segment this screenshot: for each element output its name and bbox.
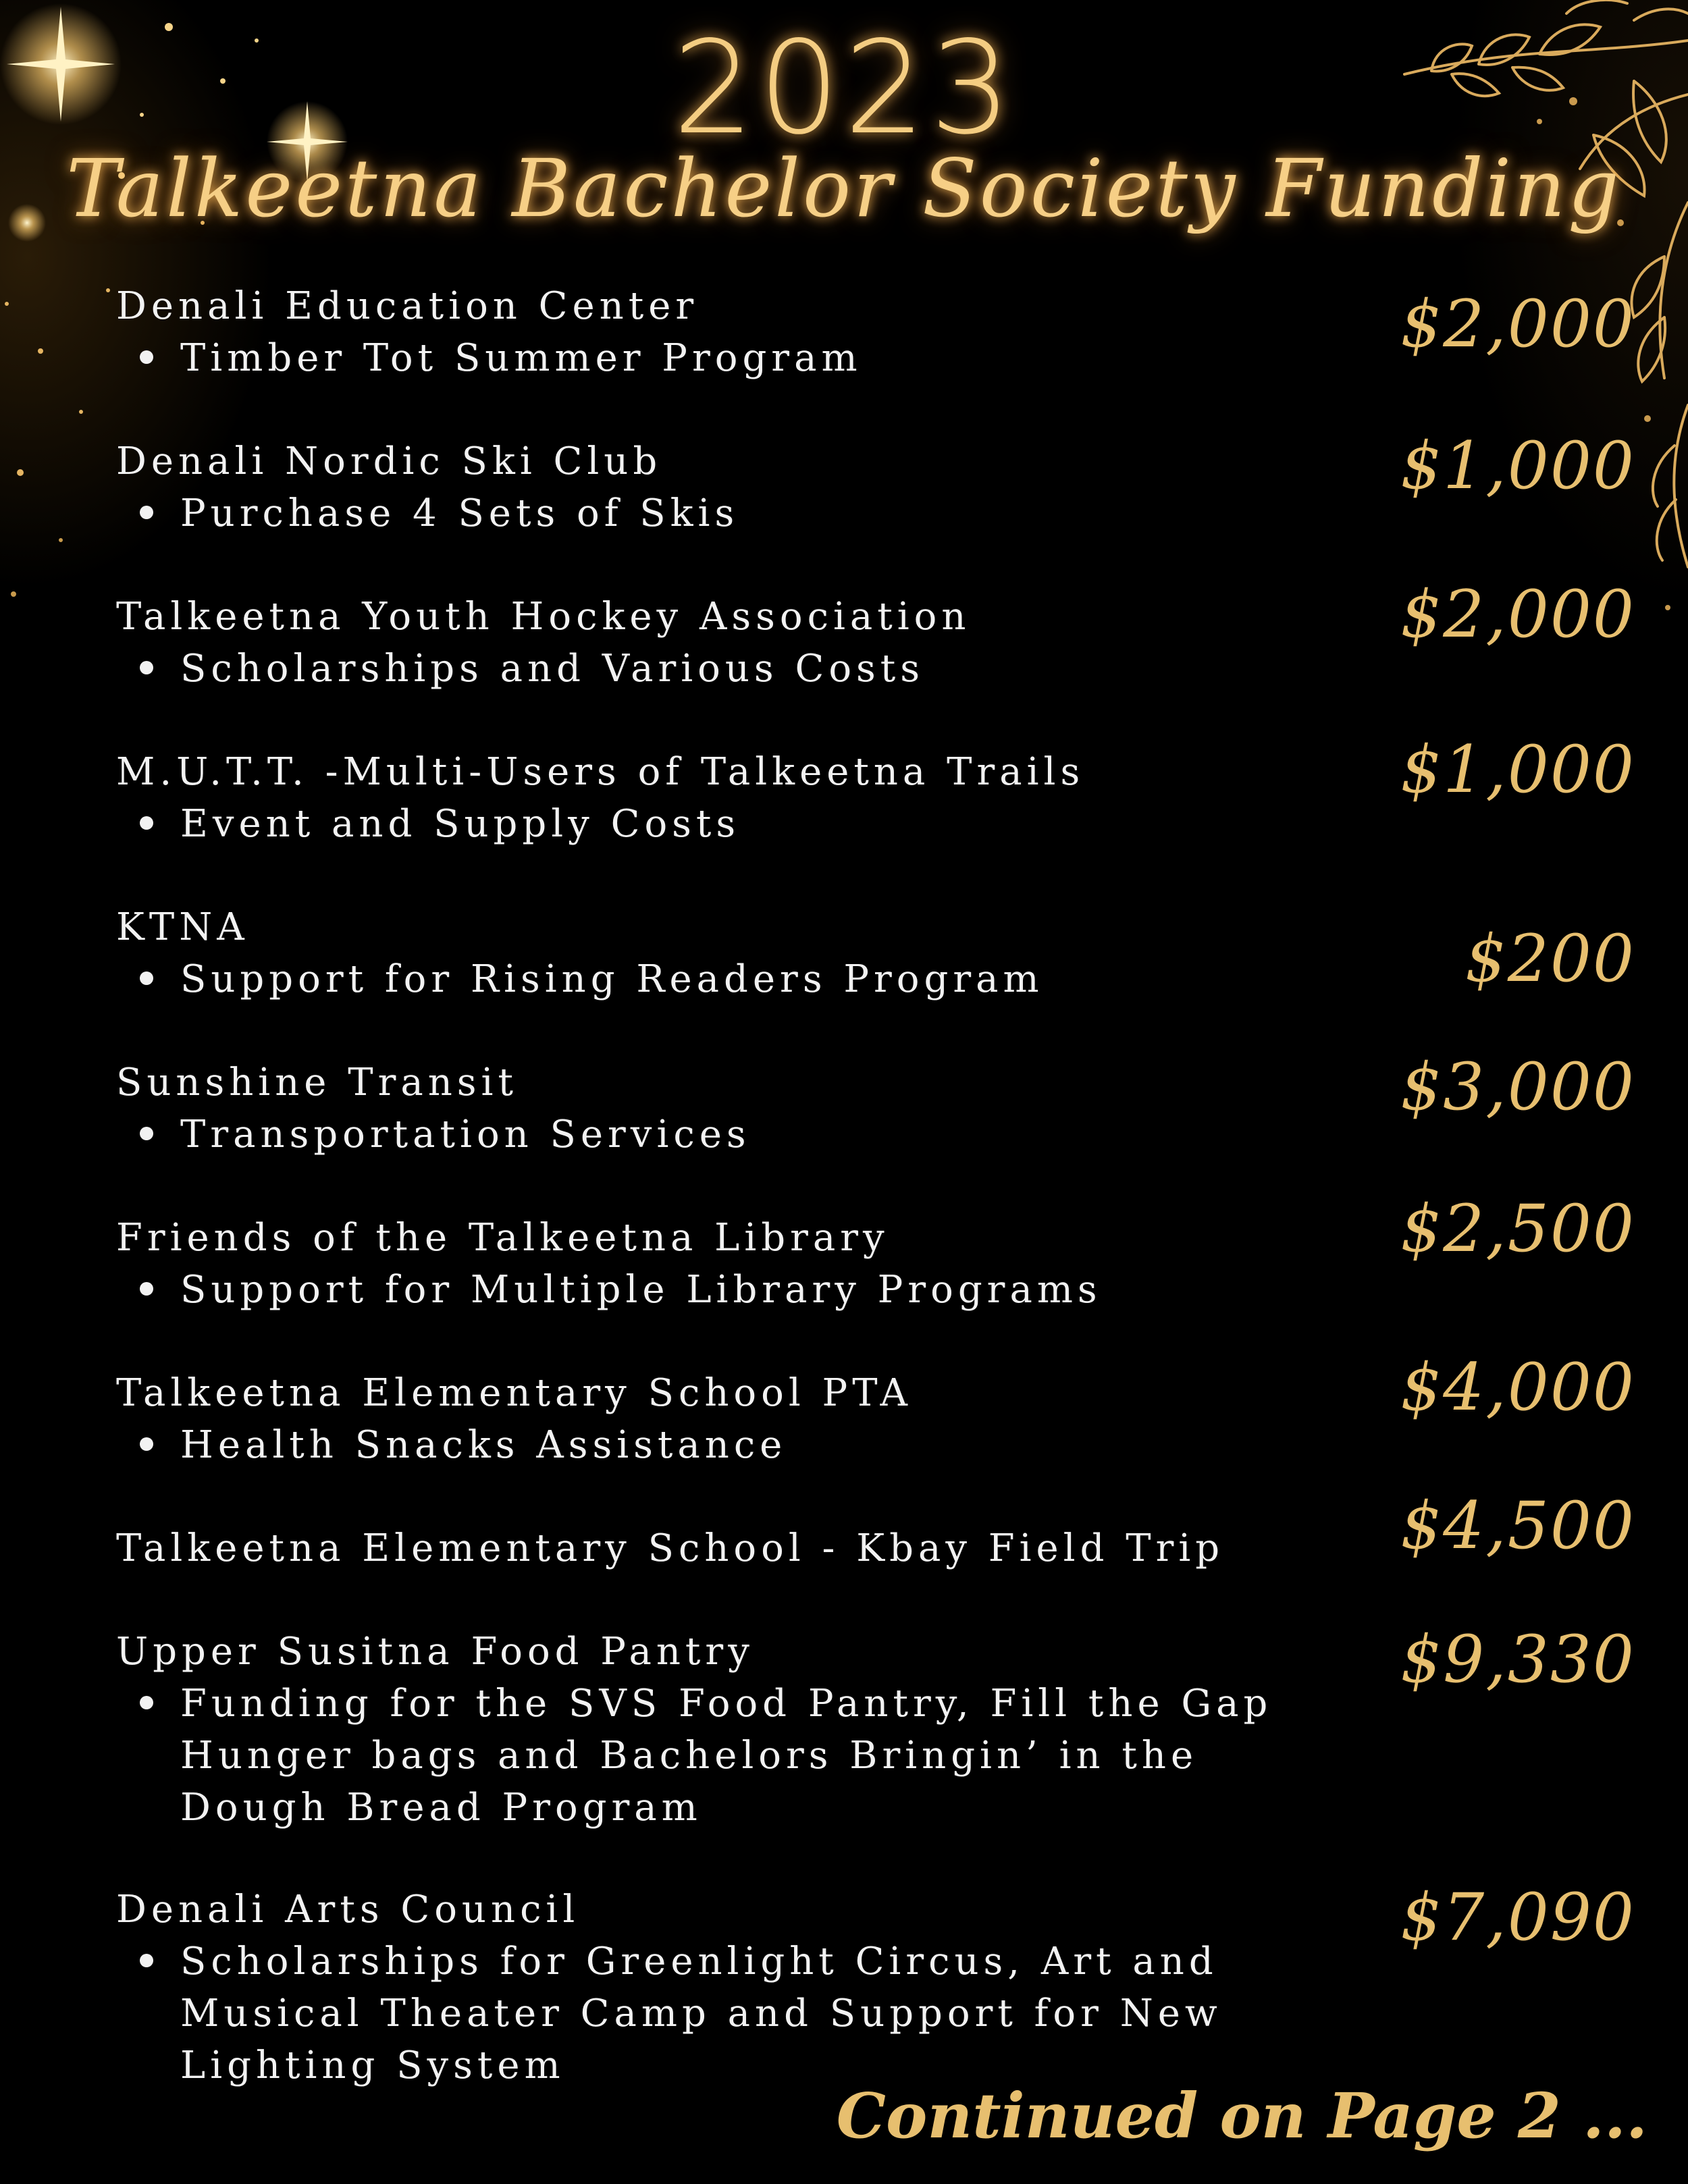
funding-purpose: Timber Tot Summer Program (116, 332, 1635, 384)
funding-entry (116, 280, 1635, 384)
funding-purpose: Funding for the SVS Food Pantry, Fill the Gap (116, 1678, 1635, 1730)
organization-name: Denali Nordic Ski Club (116, 440, 662, 483)
funding-amount: $2,500 (1400, 1191, 1635, 1267)
funding-amount: $200 (1465, 921, 1635, 996)
funding-amount: $4,500 (1400, 1488, 1635, 1564)
funding-amount: $2,000 (1400, 577, 1635, 652)
organization-name: Talkeetna Youth Hockey Association (116, 595, 971, 639)
funding-purpose-list (116, 953, 1635, 1005)
bullet-icon (140, 506, 153, 519)
funding-entry (116, 1880, 1635, 2092)
funding-amount: $4,000 (1400, 1350, 1635, 1425)
page-title: Talkeetna Bachelor Society Funding (66, 142, 1622, 235)
organization-name: Denali Education Center (116, 284, 699, 328)
funding-entry (116, 901, 1635, 1005)
funding-purpose: Event and Supply Costs (116, 798, 1635, 850)
bullet-icon (140, 1282, 153, 1296)
organization-name: M.U.T.T. -Multi-Users of Talkeetna Trails (116, 750, 1085, 794)
funding-purpose: Support for Rising Readers Program (116, 953, 1635, 1005)
funding-entry (116, 1049, 1635, 1161)
bullet-icon (140, 1696, 153, 1709)
funding-amount: $3,000 (1400, 1049, 1635, 1125)
funding-purpose: Scholarships and Various Costs (116, 643, 1635, 695)
funding-purpose-continued: Dough Bread Program (180, 1786, 702, 1830)
bullet-icon (140, 971, 153, 985)
funding-purpose: Transportation Services (116, 1109, 1635, 1161)
organization-name: Friends of the Talkeetna Library (116, 1216, 889, 1260)
funding-purpose: Health Snacks Assistance (116, 1419, 1635, 1471)
funding-amount: $7,090 (1400, 1880, 1635, 1955)
bullet-icon (140, 350, 153, 364)
continued-note: Continued on Page 2 ... (836, 2079, 1647, 2152)
funding-purpose-continued: Musical Theater Camp and Support for New (180, 1992, 1222, 2035)
bullet-icon (140, 661, 153, 674)
funding-purpose: Support for Multiple Library Programs (116, 1264, 1635, 1316)
organization-name: Denali Arts Council (116, 1888, 580, 1932)
funding-amount: $1,000 (1400, 732, 1635, 807)
funding-purpose: Scholarships for Greenlight Circus, Art and (116, 1936, 1635, 1988)
funding-entry (116, 1350, 1635, 1471)
funding-purpose-continued: Lighting System (180, 2044, 565, 2087)
year-heading: 2023 (672, 14, 1016, 163)
funding-purpose-list (116, 1419, 1635, 1471)
funding-entry (116, 428, 1635, 539)
funding-entry (116, 1191, 1635, 1316)
bullet-icon (140, 1127, 153, 1140)
funding-purpose-list (116, 1678, 1635, 1834)
organization-name: Sunshine Transit (116, 1061, 518, 1104)
funding-entry (116, 732, 1635, 850)
funding-purpose-list (116, 1936, 1635, 2092)
bullet-icon (140, 1437, 153, 1451)
funding-amount: $1,000 (1400, 428, 1635, 504)
funding-entry (116, 1488, 1635, 1574)
funding-amount: $9,330 (1400, 1622, 1635, 1697)
funding-purpose: Purchase 4 Sets of Skis (116, 487, 1635, 539)
bullet-icon (140, 816, 153, 830)
organization-name: KTNA (116, 905, 249, 949)
funding-entry (116, 577, 1635, 695)
funding-entry (116, 1622, 1635, 1834)
organization-name: Talkeetna Elementary School - Kbay Field Trip (116, 1526, 1225, 1570)
funding-purpose-list (116, 1264, 1635, 1316)
funding-purpose-continued: Hunger bags and Bachelors Bringin’ in the (180, 1734, 1198, 1778)
bullet-icon (140, 1954, 153, 1967)
funding-amount: $2,000 (1400, 286, 1635, 362)
organization-name: Upper Susitna Food Pantry (116, 1630, 754, 1674)
organization-name: Talkeetna Elementary School PTA (116, 1371, 912, 1415)
